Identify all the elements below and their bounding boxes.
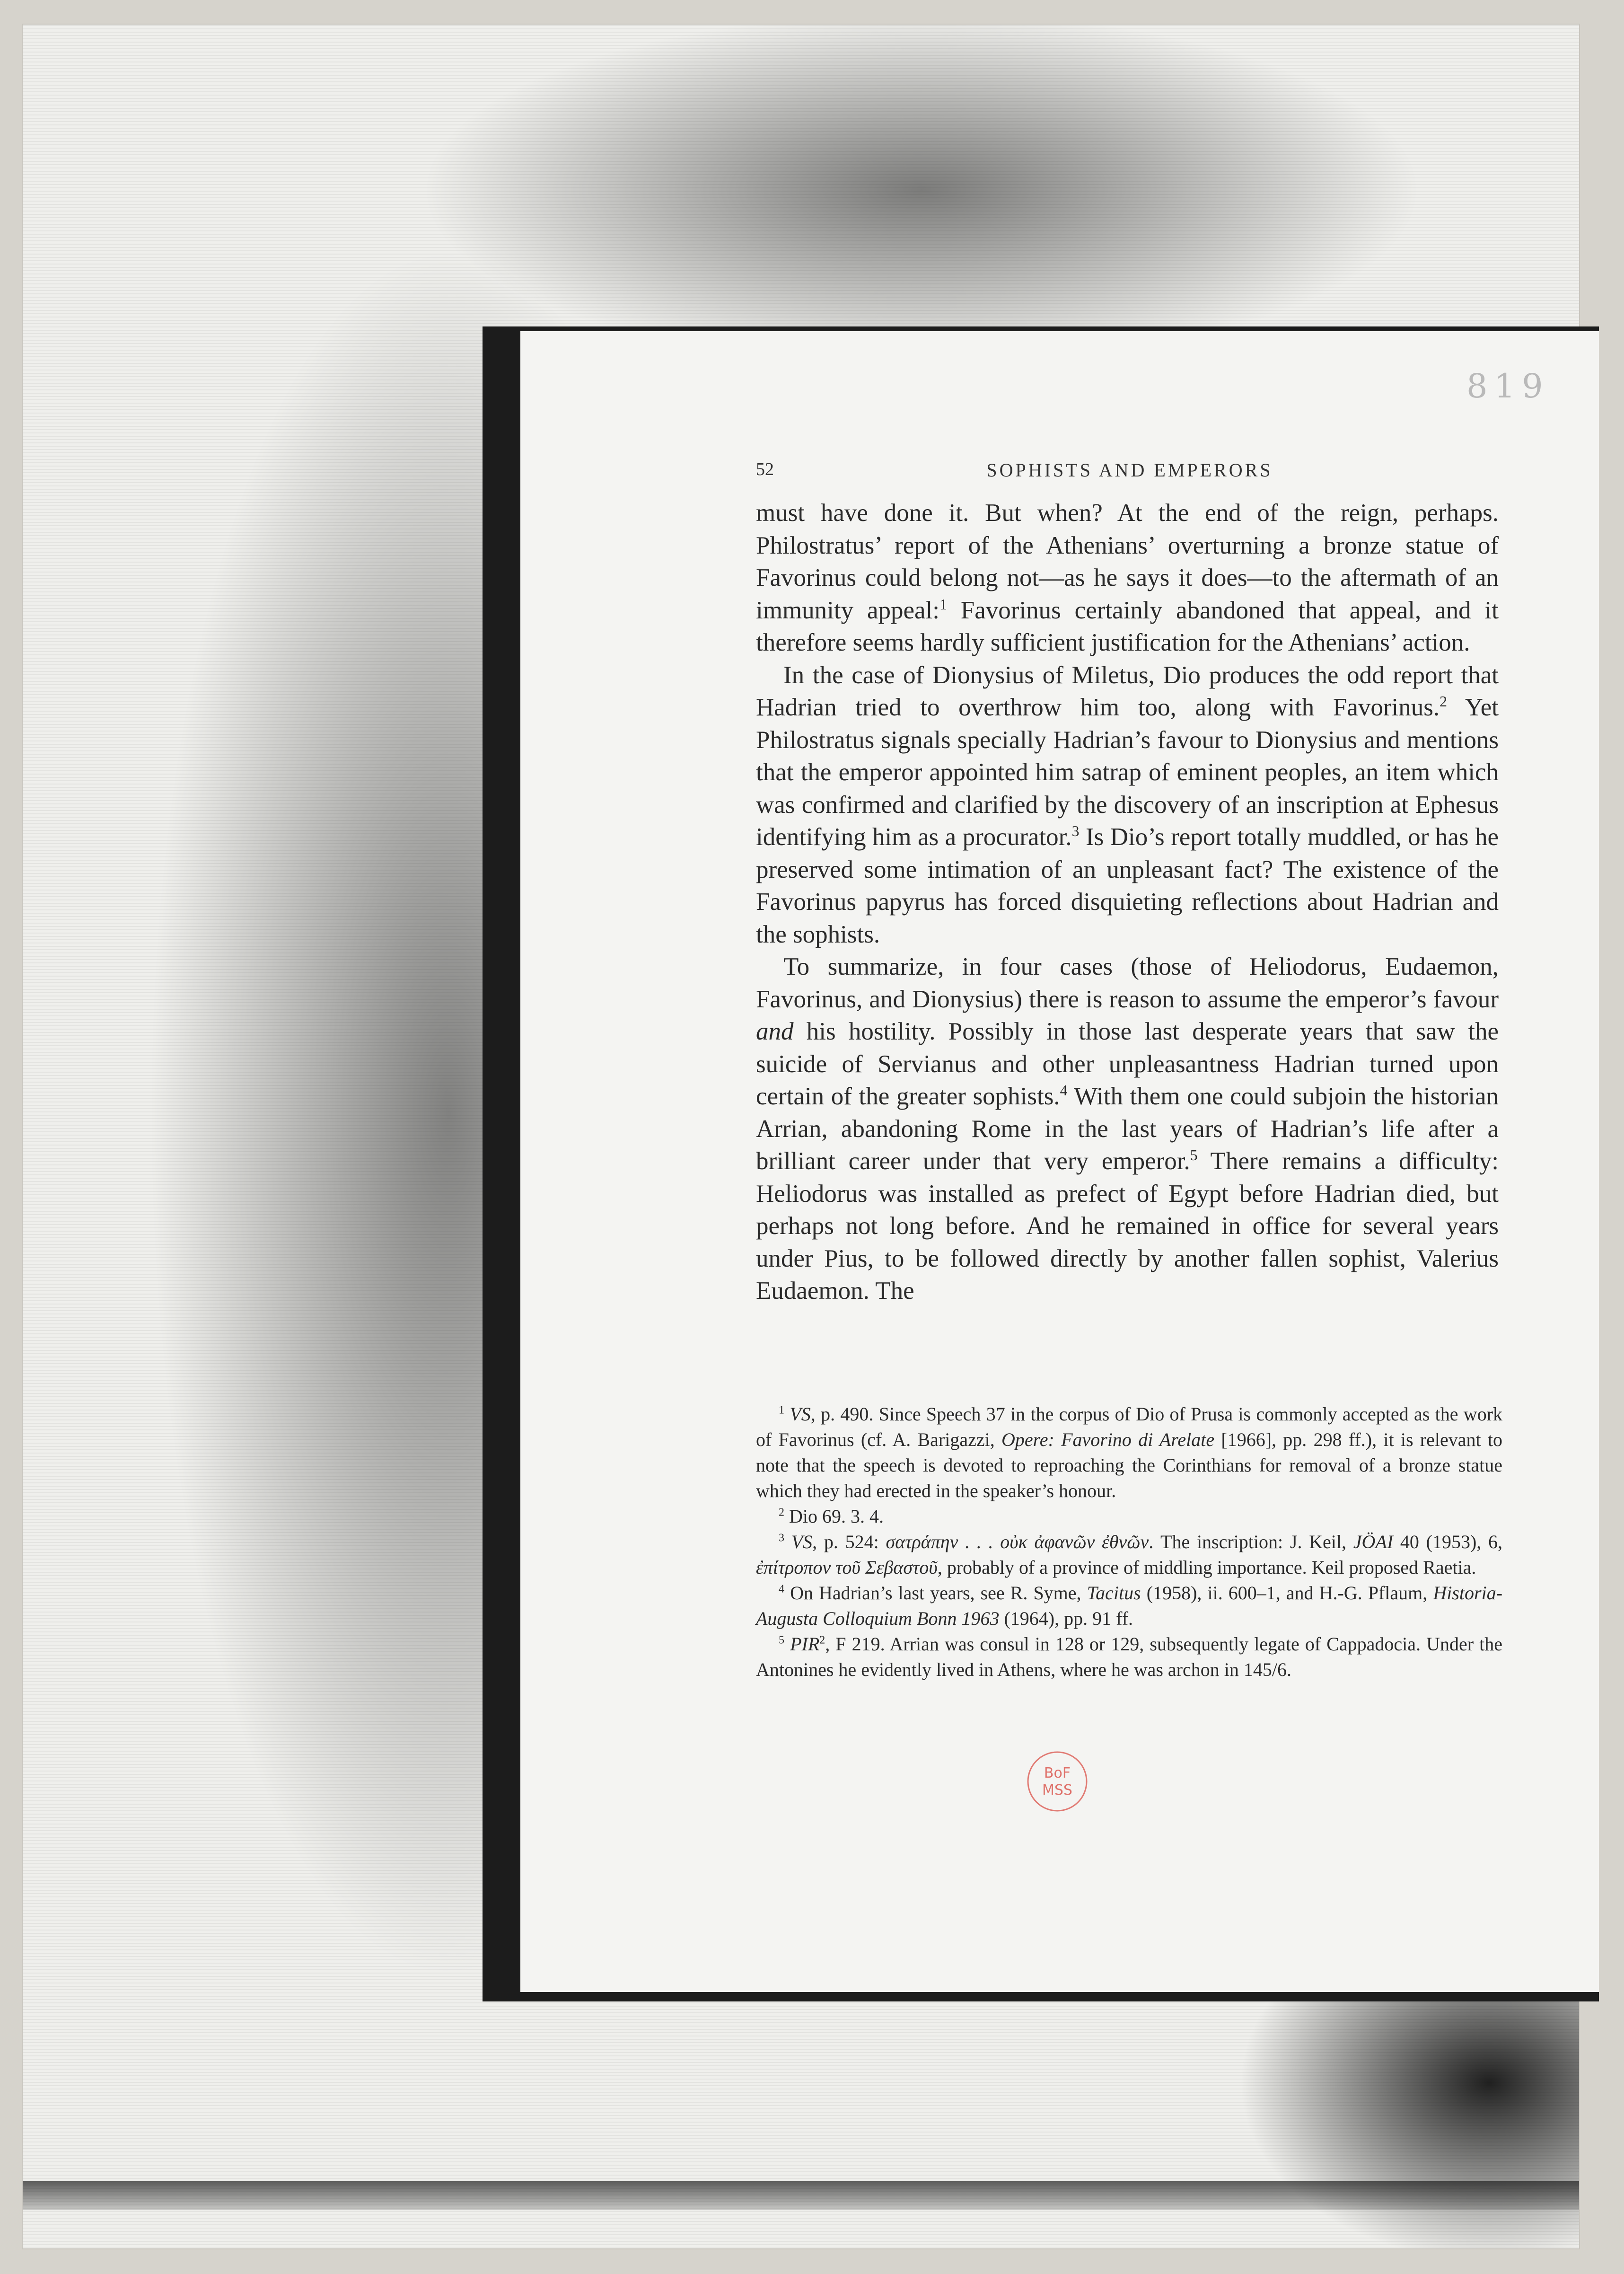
italic-run: Opere: Favorino di Arelate (1001, 1429, 1215, 1450)
footnote-ref: 3 (1071, 822, 1080, 839)
footnote-number: 4 (779, 1583, 784, 1595)
text-run: 40 (1953), 6, (1393, 1531, 1502, 1552)
text-run: Dio 69. 3. 4. (789, 1506, 884, 1527)
running-head (756, 459, 1503, 487)
body-text (756, 497, 1499, 1307)
text-run: , p. 490. Since Speech 37 in the corpus of Dio of Prusa is commonly accepted as the work of Favorinus (cf. A. Barigazzi, (756, 1403, 1503, 1450)
seal-text-top: BoF (1044, 1765, 1071, 1781)
footnote-3 (756, 1529, 1502, 1580)
text-run: , probably of a province of middling importance. Keil proposed Raetia. (937, 1557, 1476, 1578)
text-run: To summarize, in four cases (those of Heliodorus, Eudaemon, Favorinus, and Dionysius) there is reason to assume the emperor’s favour (756, 953, 1499, 1013)
footnote-5 (756, 1631, 1502, 1683)
footnote-ref: 2 (1440, 693, 1448, 710)
greek-italic-run: σατράπην . . . οὐκ ἀφανῶν ἐθνῶν (886, 1531, 1149, 1552)
text-run: Favorinus certainly abandoned that appeal, and it therefore seems hardly sufficient justification for the Athenians’ action. (756, 596, 1499, 656)
text-run: Yet Philostratus signals specially Hadrian’s favour to Dionysius and mentions that the emperor appointed him satrap of eminent peoples, an item which was confirmed and clarified by the discovery of an inscription at Ephesus identifying him as a procurator. (756, 694, 1499, 851)
text-run: Is Dio’s report totally muddled, or has he preserved some intimation of an unpleasant fact? The existence of the Favorinus papyrus has forced disquieting reflections about Hadrian and the sophists. (756, 823, 1499, 948)
footnotes (756, 1401, 1502, 1683)
seal-ring (1028, 1752, 1087, 1811)
text-run: . The inscription: J. Keil, (1149, 1531, 1353, 1552)
footnote-ref: 4 (1060, 1082, 1068, 1099)
footnote-1 (756, 1401, 1502, 1504)
footnote-number: 2 (779, 1506, 784, 1519)
italic-run: PIR (790, 1633, 820, 1655)
footnote-ref: 5 (1190, 1146, 1198, 1163)
italic-run: VS (791, 1531, 813, 1552)
paragraph-2 (756, 659, 1499, 951)
text-run: With them one could subjoin the historian Arrian, abandoning Rome in the last years of Hadrian’s life after a brilliant career under that very emperor. (756, 1083, 1499, 1175)
paragraph-1 (756, 497, 1499, 659)
italic-run: and (756, 1018, 794, 1045)
footnote-number: 5 (779, 1634, 784, 1647)
text-run: On Hadrian’s last years, see R. Syme, (790, 1582, 1087, 1604)
footnote-number: 3 (779, 1532, 784, 1544)
text-run: , F 219. Arrian was consul in 128 or 129, subsequently legate of Cappadocia. Under the Antonines he evidently lived in Athens, where he was archon in 145/6. (756, 1633, 1502, 1680)
italic-run: Historia-Augusta Colloquium Bonn 1963 (756, 1582, 1503, 1629)
text-run: In the case of Dionysius of Miletus, Dio produces the odd report that Hadrian tried to overthrow him too, along with Favorinus. (756, 661, 1499, 721)
footnote-ref: 1 (939, 596, 947, 613)
italic-run: VS (790, 1403, 811, 1425)
text-run: (1958), ii. 600–1, and H.-G. Pflaum, (1141, 1582, 1433, 1604)
footnote-4 (756, 1580, 1502, 1631)
text-run: (1964), pp. 91 ff. (999, 1608, 1133, 1629)
scan-shadow (23, 2181, 1579, 2210)
library-seal-stamp (1024, 1748, 1090, 1815)
italic-run: JÖAI (1353, 1531, 1394, 1552)
italic-run: Tacitus (1087, 1582, 1141, 1604)
running-title: SOPHISTS AND EMPERORS (986, 459, 1273, 481)
seal-text-bottom: MSS (1042, 1782, 1072, 1798)
page-number: 52 (756, 459, 774, 479)
footnote-number: 1 (779, 1404, 784, 1417)
text-run: [1966], pp. 298 ff.), it is relevant to note that the speech is devoted to reproaching the Corinthians for removal of a bronze statue which they had erected in the speaker’s honour. (756, 1429, 1502, 1501)
paragraph-3 (756, 951, 1499, 1307)
text-run: his hostility. Possibly in those last desperate years that saw the suicide of Servianus and other unpleasantness Hadrian turned upon certain of the greater sophists. (756, 1018, 1499, 1110)
text-run: There remains a difficulty: Heliodorus was installed as prefect of Egypt before Hadrian died, but perhaps not long before. And he remained in office for several years under Pius, to be followed directly by another fallen sophist, Valerius Eudaemon. The (756, 1147, 1499, 1304)
text-run: , p. 524: (812, 1531, 886, 1552)
greek-italic-run: ἐπίτροπον τοῦ Σεβαστοῦ (756, 1557, 938, 1578)
text-run: must have done it. But when? At the end of the reign, perhaps. Philostratus’ report of the Athenians’ overturning a bronze statue of Favorinus could belong not—as he says it does—to the aftermath of an immunity appeal: (756, 499, 1499, 624)
folio-stamp-number: 819 (1466, 367, 1550, 405)
footnote-2 (756, 1504, 1502, 1529)
superscript: 2 (819, 1634, 825, 1647)
